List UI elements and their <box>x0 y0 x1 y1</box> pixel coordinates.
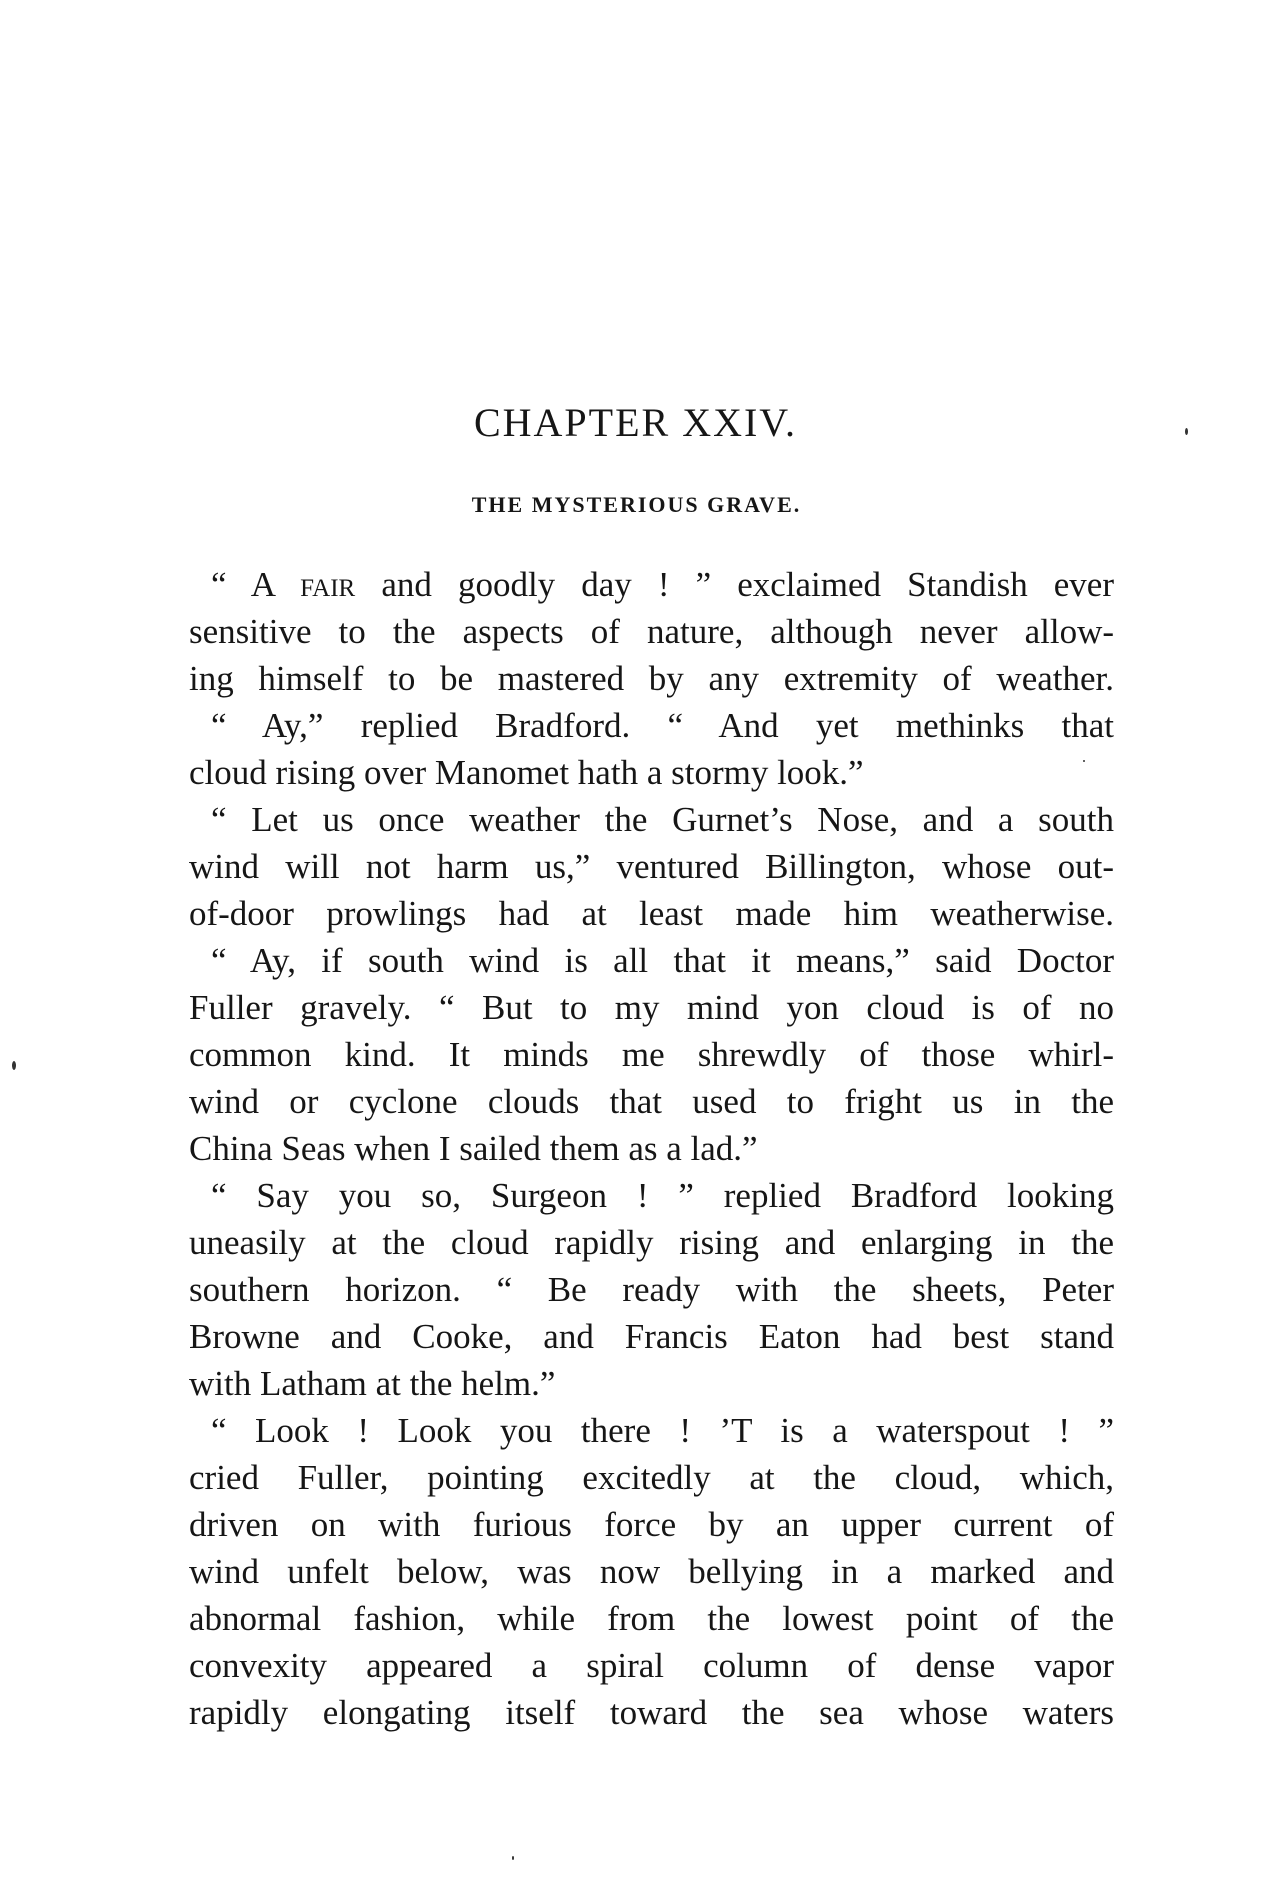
text-line: sensitive to the aspects of nature, although never allow- <box>189 612 1114 651</box>
text-line: “ Ay, if south wind is all that it means,” said Doctor <box>211 941 1114 980</box>
body-text <box>189 561 1114 1736</box>
text-line: “ Look ! Look you there ! ’T is a waterspout ! ” <box>211 1411 1114 1450</box>
text-line: convexity appeared a spiral column of dense vapor <box>189 1646 1114 1685</box>
text-line: wind unfelt below, was now bellying in a marked and <box>189 1552 1114 1591</box>
text-line: of-door prowlings had at least made him weatherwise. <box>189 894 1114 933</box>
opening-quote: “ A <box>211 565 301 604</box>
first-line-rest: and goodly day ! ” exclaimed Standish ever <box>355 565 1114 604</box>
scan-speck <box>512 1856 514 1860</box>
text-line: cloud rising over Manomet hath a stormy look.” <box>189 753 864 792</box>
text-line: with Latham at the helm.” <box>189 1364 556 1403</box>
text-line: wind or cyclone clouds that used to fright us in the <box>189 1082 1114 1121</box>
chapter-subtitle: THE MYSTERIOUS GRAVE. <box>471 492 802 517</box>
text-line: driven on with furious force by an upper current of <box>189 1505 1114 1544</box>
text-line: abnormal fashion, while from the lowest point of the <box>189 1599 1114 1638</box>
scan-speck <box>1185 428 1188 435</box>
text-line: China Seas when I sailed them as a lad.” <box>189 1129 758 1168</box>
chapter-title: CHAPTER XXIV. <box>473 400 798 445</box>
text-line: Browne and Cooke, and Francis Eaton had best stand <box>189 1317 1114 1356</box>
text-line: “ Ay,” replied Bradford. “ And yet methinks that <box>211 706 1114 745</box>
text-line: “ Say you so, Surgeon ! ” replied Bradford looking <box>211 1176 1114 1215</box>
text-line: ing himself to be mastered by any extremity of weather. <box>189 659 1114 698</box>
scan-speck <box>1083 760 1085 762</box>
text-line: “ Let us once weather the Gurnet’s Nose, and a south <box>211 800 1114 839</box>
text-line <box>189 561 1114 608</box>
text-line: common kind. It minds me shrewdly of those whirl- <box>189 1035 1114 1074</box>
text-line: Fuller gravely. “ But to my mind yon cloud is of no <box>189 988 1114 1027</box>
text-line: rapidly elongating itself toward the sea whose waters <box>189 1693 1114 1732</box>
text-line: wind will not harm us,” ventured Billington, whose out- <box>189 847 1114 886</box>
smallcaps-word: fair <box>300 565 356 604</box>
text-line: cried Fuller, pointing excitedly at the cloud, which, <box>189 1458 1114 1497</box>
scan-speck <box>12 1061 16 1070</box>
text-line: southern horizon. “ Be ready with the sheets, Peter <box>189 1270 1114 1309</box>
text-line: uneasily at the cloud rapidly rising and enlarging in the <box>189 1223 1114 1262</box>
